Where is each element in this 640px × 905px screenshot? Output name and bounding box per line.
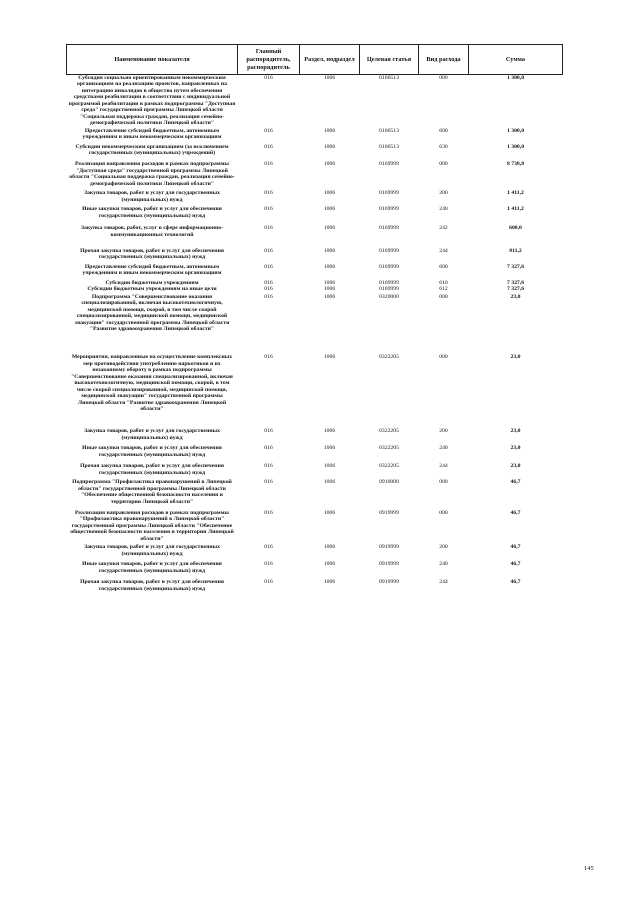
table-row bbox=[67, 428, 563, 445]
table-row bbox=[67, 463, 563, 479]
row-exp-type: 610 bbox=[439, 279, 448, 286]
row-sum: 7 327,6 bbox=[506, 286, 525, 293]
row-sum: 46,7 bbox=[510, 579, 521, 586]
row-sum: 7 327,6 bbox=[506, 279, 525, 286]
row-exp-type: 000 bbox=[439, 510, 448, 517]
row-admin: 016 bbox=[264, 579, 273, 586]
row-section: 1006 bbox=[323, 247, 336, 254]
row-exp-type: 630 bbox=[439, 143, 448, 150]
row-section: 1006 bbox=[323, 263, 336, 270]
row-sum: 23,0 bbox=[510, 463, 521, 470]
row-admin: 016 bbox=[264, 263, 273, 270]
row-name: Закупка товаров, работ и услуг для государственных (муниципальных) нужд bbox=[84, 428, 220, 441]
row-exp-type: 244 bbox=[439, 463, 448, 470]
row-admin: 016 bbox=[264, 428, 273, 435]
row-section: 1006 bbox=[323, 75, 336, 81]
row-sum: 600,0 bbox=[509, 225, 522, 232]
row-exp-type: 000 bbox=[439, 75, 448, 81]
header-name: Наименование показателя bbox=[67, 45, 238, 75]
table-row bbox=[67, 161, 563, 190]
row-article: 0919999 bbox=[379, 579, 399, 586]
row-admin: 016 bbox=[264, 279, 273, 286]
row-section: 1006 bbox=[323, 127, 336, 134]
row-name: Подпрограмма "Совершенствование оказания специализированной, включая высокотехнологичную, медицинской помощи, скорой, в том числе скорой специализированной, медицинской помощи, медицинской эвакуации" государственной программы Липецкой области "Развитие здравоохранения Липецкой области" bbox=[74, 293, 230, 332]
row-article: 0322205 bbox=[379, 428, 399, 435]
row-article: 0910000 bbox=[379, 479, 399, 486]
row-admin: 016 bbox=[264, 225, 273, 232]
row-name: Мероприятия, направленные на осуществление комплексных мер противодействия употреблению наркотиков и их незаконному обороту в рамках подпрограммы "Совершенствование оказания специализированной, включая высокотехнологичную, медицинской помощи, скорой, в том числе скорой специализированной, медицинской помощи, медицинской эвакуации" государственной программы Липецкой области "Развитие здравоохранения Липецкой области" bbox=[71, 354, 233, 413]
row-name: Реализация направления расходов в рамках подпрограммы "Профилактика правонарушений в Липецкой области" государственной программы Липецкой области "Обеспечение общественной безопасности населения и территории Липецкой области" bbox=[70, 510, 234, 542]
row-name: Иные закупки товаров, работ и услуг для обеспечения государственных (муниципальных) нужд bbox=[82, 445, 222, 458]
row-article: 0919999 bbox=[379, 561, 399, 568]
row-section: 1006 bbox=[323, 354, 336, 361]
row-article: 0166513 bbox=[379, 143, 399, 150]
row-article: 0320000 bbox=[379, 293, 399, 300]
row-exp-type: 000 bbox=[439, 479, 448, 486]
row-name: Предоставление субсидий бюджетным, автономным учреждениям и иным некоммерческим организациям bbox=[82, 127, 222, 141]
row-name: Прочая закупка товаров, работ и услуг для обеспечения государственных (муниципальных) нужд bbox=[80, 463, 224, 476]
table-row bbox=[67, 479, 563, 510]
row-section: 1006 bbox=[323, 479, 336, 486]
row-section: 1006 bbox=[323, 445, 336, 452]
row-section: 1006 bbox=[323, 161, 336, 168]
row-section: 1006 bbox=[323, 293, 336, 300]
row-sum: 46,7 bbox=[510, 479, 521, 486]
row-name: Подпрограмма "Профилактика правонарушений в Липецкой области" государственной программы Липецкой области "Обеспечение общественной безопасности населения и территории Липецкой области" bbox=[72, 479, 232, 505]
table-row bbox=[67, 75, 563, 128]
table-row bbox=[67, 561, 563, 579]
table-row bbox=[67, 445, 563, 463]
row-exp-type: 244 bbox=[439, 247, 448, 254]
table-row bbox=[67, 248, 563, 264]
table-row bbox=[67, 206, 563, 225]
row-sum: 1 411,2 bbox=[507, 206, 524, 213]
row-sum: 8 738,8 bbox=[506, 161, 525, 168]
header-section: Раздел, подраздел bbox=[300, 45, 360, 75]
table-row bbox=[67, 128, 563, 144]
table-header-row bbox=[67, 45, 563, 75]
header-admin: Главный распорядитель, распорядитель bbox=[238, 45, 300, 75]
row-sum: 1 300,0 bbox=[506, 127, 525, 134]
row-article: 0169999 bbox=[379, 263, 399, 270]
row-name: Прочая закупка товаров, работ и услуг для обеспечения государственных (муниципальных) нужд bbox=[80, 579, 224, 592]
row-article: 0169999 bbox=[379, 190, 399, 197]
row-name: Закупка товаров, работ и услуг для государственных (муниципальных) нужд bbox=[84, 190, 220, 203]
row-admin: 016 bbox=[264, 463, 273, 470]
row-section: 1006 bbox=[323, 428, 336, 435]
row-admin: 016 bbox=[264, 161, 273, 168]
row-exp-type: 242 bbox=[439, 225, 448, 232]
table-row bbox=[67, 286, 563, 293]
row-section: 1006 bbox=[323, 143, 336, 150]
row-admin: 016 bbox=[264, 143, 273, 150]
row-sum: 23,0 bbox=[510, 445, 521, 452]
row-sum: 811,2 bbox=[509, 247, 522, 254]
row-article: 0166513 bbox=[379, 127, 399, 134]
row-sum: 46,7 bbox=[510, 510, 521, 517]
row-name: Субсидии некоммерческим организациям (за исключением государственных (муниципальных) учреждений) bbox=[75, 143, 229, 156]
row-exp-type: 240 bbox=[439, 445, 448, 452]
row-sum: 23,0 bbox=[510, 428, 521, 435]
row-exp-type: 240 bbox=[439, 561, 448, 568]
row-name: Реализация направления расходов в рамках подпрограммы "Доступная среда" государственной программы Липецкой области "Социальная поддержка граждан, реализация семейно-демографической политики Липецкой области" bbox=[69, 161, 235, 187]
row-article: 0169999 bbox=[379, 247, 399, 254]
row-article: 0919999 bbox=[379, 544, 399, 551]
row-admin: 016 bbox=[264, 445, 273, 452]
table-row bbox=[67, 544, 563, 561]
table-row bbox=[67, 144, 563, 162]
header-sum: Сумма bbox=[469, 45, 563, 75]
row-article: 0322205 bbox=[379, 463, 399, 470]
row-admin: 016 bbox=[264, 247, 273, 254]
row-exp-type: 240 bbox=[439, 206, 448, 213]
row-exp-type: 200 bbox=[439, 190, 448, 197]
row-admin: 016 bbox=[264, 206, 273, 213]
row-section: 1006 bbox=[323, 579, 336, 586]
row-exp-type: 600 bbox=[439, 263, 448, 270]
row-sum: 1 300,0 bbox=[506, 75, 525, 81]
row-sum: 23,0 bbox=[510, 293, 521, 300]
row-admin: 016 bbox=[264, 544, 273, 551]
row-exp-type: 000 bbox=[439, 161, 448, 168]
row-exp-type: 000 bbox=[439, 354, 448, 361]
table-row bbox=[67, 225, 563, 248]
page-number: 145 bbox=[584, 865, 594, 872]
row-section: 1006 bbox=[323, 544, 336, 551]
row-article: 0169999 bbox=[379, 206, 399, 213]
row-name: Иные закупки товаров, работ и услуг для обеспечения государственных (муниципальных) нужд bbox=[82, 206, 222, 219]
row-sum: 1 411,2 bbox=[507, 190, 524, 197]
row-admin: 016 bbox=[264, 286, 273, 293]
row-article: 0169999 bbox=[379, 161, 399, 168]
row-exp-type: 612 bbox=[439, 286, 448, 293]
row-sum: 1 300,0 bbox=[506, 143, 525, 150]
row-sum: 23,0 bbox=[510, 354, 521, 361]
row-admin: 016 bbox=[264, 510, 273, 517]
row-sum: 46,7 bbox=[510, 561, 521, 568]
row-section: 1006 bbox=[323, 225, 336, 232]
budget-table bbox=[66, 44, 563, 595]
row-admin: 016 bbox=[264, 293, 273, 300]
row-name: Иные закупки товаров, работ и услуг для обеспечения государственных (муниципальных) нужд bbox=[82, 561, 222, 574]
row-admin: 016 bbox=[264, 75, 273, 81]
row-admin: 016 bbox=[264, 479, 273, 486]
row-section: 1006 bbox=[323, 463, 336, 470]
row-section: 1006 bbox=[323, 286, 336, 293]
table-row bbox=[67, 579, 563, 595]
row-section: 1006 bbox=[323, 561, 336, 568]
row-article: 0169999 bbox=[379, 286, 399, 293]
row-article: 0169999 bbox=[379, 279, 399, 286]
table-row bbox=[67, 264, 563, 280]
row-sum: 46,7 bbox=[510, 544, 521, 551]
row-section: 1006 bbox=[323, 510, 336, 517]
row-name: Прочая закупка товаров, работ и услуг для обеспечения государственных (муниципальных) нужд bbox=[80, 247, 224, 261]
row-article: 0919999 bbox=[379, 510, 399, 517]
table-row bbox=[67, 510, 563, 544]
header-exp-type: Вид расхода bbox=[419, 45, 469, 75]
row-exp-type: 244 bbox=[439, 579, 448, 586]
row-exp-type: 200 bbox=[439, 544, 448, 551]
table-row bbox=[67, 354, 563, 428]
row-admin: 016 bbox=[264, 561, 273, 568]
row-section: 1006 bbox=[323, 206, 336, 213]
row-name: Закупка товаров, работ, услуг в сфере информационно-коммуникационных технологий bbox=[80, 225, 223, 238]
row-section: 1006 bbox=[323, 279, 336, 286]
row-exp-type: 600 bbox=[439, 127, 448, 134]
table-row bbox=[67, 294, 563, 355]
row-admin: 016 bbox=[264, 190, 273, 197]
row-exp-type: 200 bbox=[439, 428, 448, 435]
row-name: Субсидия социально ориентированным некоммерческим организациям на реализацию проектов, направленных на интеграцию инвалидов в общество путем обеспечения средствами реабилитации в соответствии с индивидуальной программой реабилитации в рамках подпрограммы "Доступная среда" государственной программы Липецкой области "Социальная поддержка граждан, реализация семейно-демографической политики Липецкой области" bbox=[68, 75, 236, 127]
row-sum: 7 327,6 bbox=[506, 263, 525, 270]
row-name: Субсидии бюджетным учреждениям bbox=[105, 279, 199, 286]
row-admin: 016 bbox=[264, 354, 273, 361]
header-article: Целевая статья bbox=[360, 45, 419, 75]
row-section: 1006 bbox=[323, 190, 336, 197]
row-article: 0169999 bbox=[379, 225, 399, 232]
row-article: 0322205 bbox=[379, 445, 399, 452]
table-row bbox=[67, 190, 563, 206]
row-name: Субсидии бюджетным учреждениям на иные цели bbox=[87, 286, 217, 293]
row-exp-type: 000 bbox=[439, 293, 448, 300]
row-admin: 016 bbox=[264, 127, 273, 134]
row-name: Предоставление субсидий бюджетным, автономным учреждениям и иным некоммерческим организациям bbox=[82, 263, 222, 277]
row-article: 0166513 bbox=[379, 75, 399, 81]
row-name: Закупка товаров, работ и услуг для государственных (муниципальных) нужд bbox=[84, 544, 220, 557]
row-article: 0322205 bbox=[379, 354, 399, 361]
